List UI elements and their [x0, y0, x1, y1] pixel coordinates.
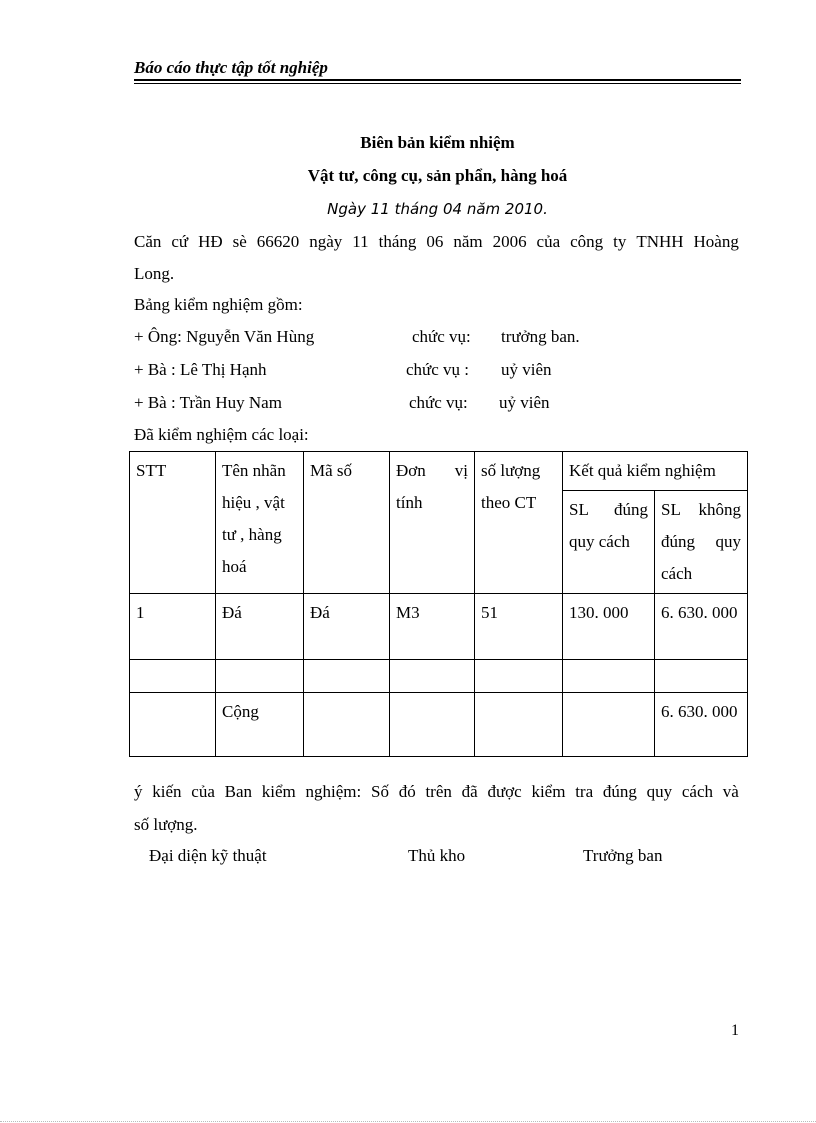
header-code: Mã số: [304, 452, 390, 594]
cell-quantity: 51: [475, 594, 563, 660]
signature-head: Trưởng ban: [583, 846, 663, 865]
member-2-role: uỷ viên: [501, 360, 552, 379]
member-3-role: uỷ viên: [499, 393, 550, 412]
table-header-row-1: [130, 452, 748, 491]
header-unit: Đơn vị tính: [390, 452, 475, 594]
cell-stt: [130, 660, 216, 693]
header-rule-thick: [134, 79, 741, 81]
opinion-line-1: ý kiến của Ban kiểm nghiệm: Số đó trên đã được kiểm tra đúng quy cách và: [134, 782, 739, 801]
table-total-row: [130, 693, 748, 757]
member-2-role-label: chức vụ :: [406, 360, 470, 379]
inspected-label: Đã kiểm nghiệm các loại:: [134, 425, 309, 444]
cell-not-ok-quantity: 6. 630. 000: [655, 594, 748, 660]
page-number: 1: [731, 1022, 739, 1039]
cell-code: [304, 693, 390, 757]
cell-unit: [390, 660, 475, 693]
cell-item-name: Đá: [216, 594, 304, 660]
cell-quantity: [475, 693, 563, 757]
opinion-line-2: số lượng.: [134, 815, 198, 834]
cell-total-not-ok: 6. 630. 000: [655, 693, 748, 757]
header-ok-quantity: SL đúng quy cách: [563, 491, 655, 594]
header-quantity: số lượng theo CT: [475, 452, 563, 594]
member-1-name: + Ông: Nguyễn Văn Hùng: [134, 327, 315, 346]
header-not-ok-quantity: SL không đúng quy cách: [655, 491, 748, 594]
cell-total-label: Cộng: [216, 693, 304, 757]
committee-label: Bảng kiểm nghiệm gồm:: [134, 295, 303, 314]
cell-item-name: [216, 660, 304, 693]
cell-quantity: [475, 660, 563, 693]
member-1-role-label: chức vụ:: [412, 327, 471, 346]
cell-ok-quantity: [563, 660, 655, 693]
member-2-name: + Bà : Lê Thị Hạnh: [134, 360, 267, 379]
document-date: Ngày 11 tháng 04 năm 2010.: [327, 200, 548, 218]
inspection-table: [129, 451, 748, 757]
cell-ok-quantity: 130. 000: [563, 594, 655, 660]
header-item-name: Tên nhãn hiệu , vật tư , hàng hoá: [216, 452, 304, 594]
cell-code: Đá: [304, 594, 390, 660]
cell-not-ok-quantity: [655, 660, 748, 693]
report-header-title: Báo cáo thực tập tốt nghiệp: [134, 58, 328, 77]
signature-technical: Đại diện kỹ thuật: [149, 846, 267, 865]
cell-unit: M3: [390, 594, 475, 660]
table-row: [130, 660, 748, 693]
basis-line-2: Long.: [134, 264, 175, 283]
basis-line-1: Căn cứ HĐ sè 66620 ngày 11 tháng 06 năm 2006 của công ty TNHH Hoàng: [134, 232, 739, 251]
document-title: Biên bản kiểm nhiệm: [360, 133, 515, 152]
signature-storekeeper: Thủ kho: [408, 846, 466, 865]
cell-unit: [390, 693, 475, 757]
cell-stt: [130, 693, 216, 757]
cell-stt: 1: [130, 594, 216, 660]
page-bottom-divider: [0, 1121, 816, 1122]
member-1-role: trưởng ban.: [501, 327, 580, 346]
header-rule-thin: [134, 83, 741, 84]
table-row: [130, 594, 748, 660]
header-result: Kết quả kiểm nghiệm: [563, 452, 748, 491]
cell-code: [304, 660, 390, 693]
cell-ok-quantity: [563, 693, 655, 757]
header-stt: STT: [130, 452, 216, 594]
member-3-role-label: chức vụ:: [409, 393, 468, 412]
member-3-name: + Bà : Trần Huy Nam: [134, 393, 282, 412]
document-subtitle: Vật tư, công cụ, sản phẩn, hàng hoá: [307, 166, 568, 185]
